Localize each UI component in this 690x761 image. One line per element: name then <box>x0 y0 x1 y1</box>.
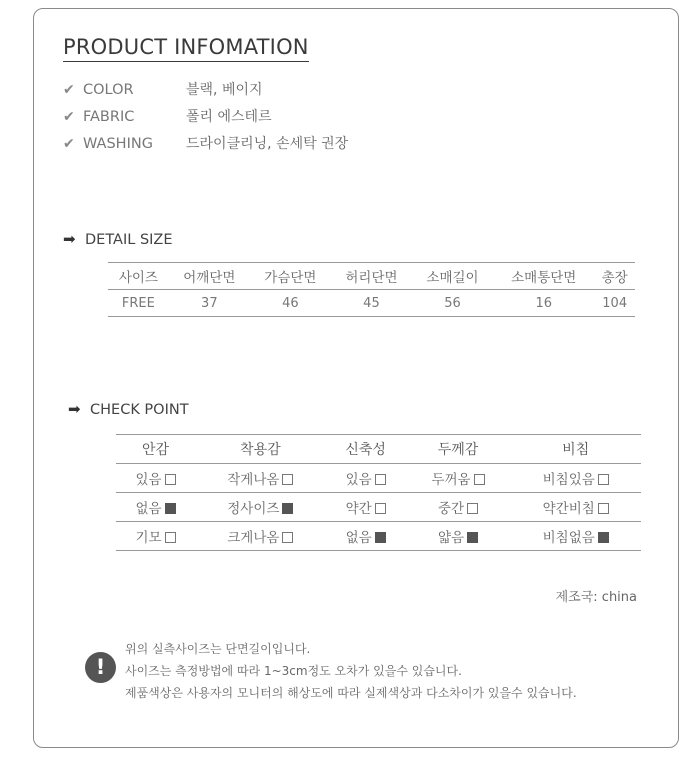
check-option-label: 작게나옴 <box>227 472 280 488</box>
unchecked-box-icon <box>474 474 485 485</box>
exclamation-icon: ! <box>85 652 116 683</box>
unchecked-box-icon <box>598 503 609 514</box>
check-cell <box>406 493 511 522</box>
check-option-label: 중간 <box>437 501 465 517</box>
check-point-title: CHECK POINT <box>90 402 189 418</box>
check-option-label: 약간 <box>345 501 372 517</box>
size-cell: 37 <box>169 290 250 317</box>
unchecked-box-icon <box>282 474 293 485</box>
check-cell <box>510 464 641 493</box>
check-option-label: 있음 <box>345 472 372 488</box>
size-header-cell: 소매통단면 <box>493 263 594 290</box>
checkmark-icon: ✔ <box>63 82 75 98</box>
check-cell <box>510 522 641 551</box>
check-option-label: 있음 <box>135 472 162 488</box>
size-cell: 46 <box>250 290 331 317</box>
check-header-cell: 비침 <box>510 435 641 464</box>
check-option-label: 없음 <box>345 530 372 546</box>
check-header-cell: 착용감 <box>195 435 326 464</box>
checked-box-icon <box>165 503 176 514</box>
check-point-heading <box>68 399 189 419</box>
check-option-label: 없음 <box>135 501 162 517</box>
size-cell: 16 <box>493 290 594 317</box>
notice-line: 사이즈는 측정방법에 따라 1~3cm정도 오차가 있을수 있습니다. <box>125 664 462 678</box>
detail-size-title: DETAIL SIZE <box>85 232 173 248</box>
unchecked-box-icon <box>375 474 386 485</box>
spec-label: FABRIC <box>83 109 135 125</box>
checked-box-icon <box>598 532 609 543</box>
page-title: PRODUCT INFOMATION <box>63 35 309 62</box>
check-point-table <box>116 434 641 551</box>
spec-value: 블랙, 베이지 <box>186 82 263 98</box>
unchecked-box-icon <box>467 503 478 514</box>
checked-box-icon <box>375 532 386 543</box>
origin-label: 제조국: china <box>555 590 637 605</box>
spec-label: COLOR <box>83 82 134 98</box>
check-cell <box>195 522 326 551</box>
check-cell <box>116 522 195 551</box>
detail-size-heading <box>63 229 173 249</box>
check-option-label: 얇음 <box>437 530 465 546</box>
check-cell <box>326 464 406 493</box>
check-cell <box>510 493 641 522</box>
size-cell: 45 <box>331 290 412 317</box>
check-cell <box>195 493 326 522</box>
table-row <box>108 290 635 317</box>
right-arrow-icon: ➡ <box>68 400 81 418</box>
checked-box-icon <box>282 503 293 514</box>
checkmark-icon: ✔ <box>63 109 75 125</box>
check-header-cell: 두께감 <box>406 435 511 464</box>
checked-box-icon <box>467 532 478 543</box>
check-cell <box>406 464 511 493</box>
check-cell <box>326 493 406 522</box>
size-header-cell: 총장 <box>594 263 635 290</box>
size-header-cell: 소매길이 <box>412 263 493 290</box>
notice-line: 위의 실측사이즈는 단면길이입니다. <box>125 642 311 656</box>
size-table <box>108 262 635 317</box>
size-cell: FREE <box>108 290 169 317</box>
check-option-label: 비침있음 <box>542 472 595 488</box>
unchecked-box-icon <box>598 474 609 485</box>
spec-washing <box>63 134 348 154</box>
size-table-header <box>108 263 635 290</box>
spec-fabric <box>63 107 272 127</box>
unchecked-box-icon <box>165 474 176 485</box>
size-cell: 56 <box>412 290 493 317</box>
check-cell <box>116 493 195 522</box>
unchecked-box-icon <box>282 532 293 543</box>
spec-label: WASHING <box>83 136 153 152</box>
check-option-label: 두꺼움 <box>431 472 471 488</box>
table-row <box>116 522 641 551</box>
unchecked-box-icon <box>375 503 386 514</box>
size-cell: 104 <box>594 290 635 317</box>
check-header-cell: 신축성 <box>326 435 406 464</box>
check-cell <box>195 464 326 493</box>
unchecked-box-icon <box>165 532 176 543</box>
check-cell <box>406 522 511 551</box>
check-cell <box>326 522 406 551</box>
spec-value: 드라이클리닝, 손세탁 권장 <box>186 136 349 152</box>
size-header-cell: 사이즈 <box>108 263 169 290</box>
checkmark-icon: ✔ <box>63 136 75 152</box>
check-option-label: 비침없음 <box>542 530 595 546</box>
check-cell <box>116 464 195 493</box>
check-option-label: 정사이즈 <box>227 501 280 517</box>
size-header-cell: 어깨단면 <box>169 263 250 290</box>
check-option-label: 기모 <box>135 530 162 546</box>
spec-color <box>63 80 263 100</box>
table-row <box>116 464 641 493</box>
size-header-cell: 허리단면 <box>331 263 412 290</box>
check-option-label: 약간비침 <box>542 501 595 517</box>
check-table-body <box>116 464 641 551</box>
check-table-header <box>116 435 641 464</box>
spec-value: 폴리 에스테르 <box>186 109 272 125</box>
table-row <box>116 493 641 522</box>
check-option-label: 크게나옴 <box>227 530 280 546</box>
check-header-cell: 안감 <box>116 435 195 464</box>
size-header-cell: 가슴단면 <box>250 263 331 290</box>
notice-line: 제품색상은 사용자의 모니터의 해상도에 따라 실제색상과 다소차이가 있을수 있습니다. <box>125 686 577 700</box>
right-arrow-icon: ➡ <box>63 230 76 248</box>
